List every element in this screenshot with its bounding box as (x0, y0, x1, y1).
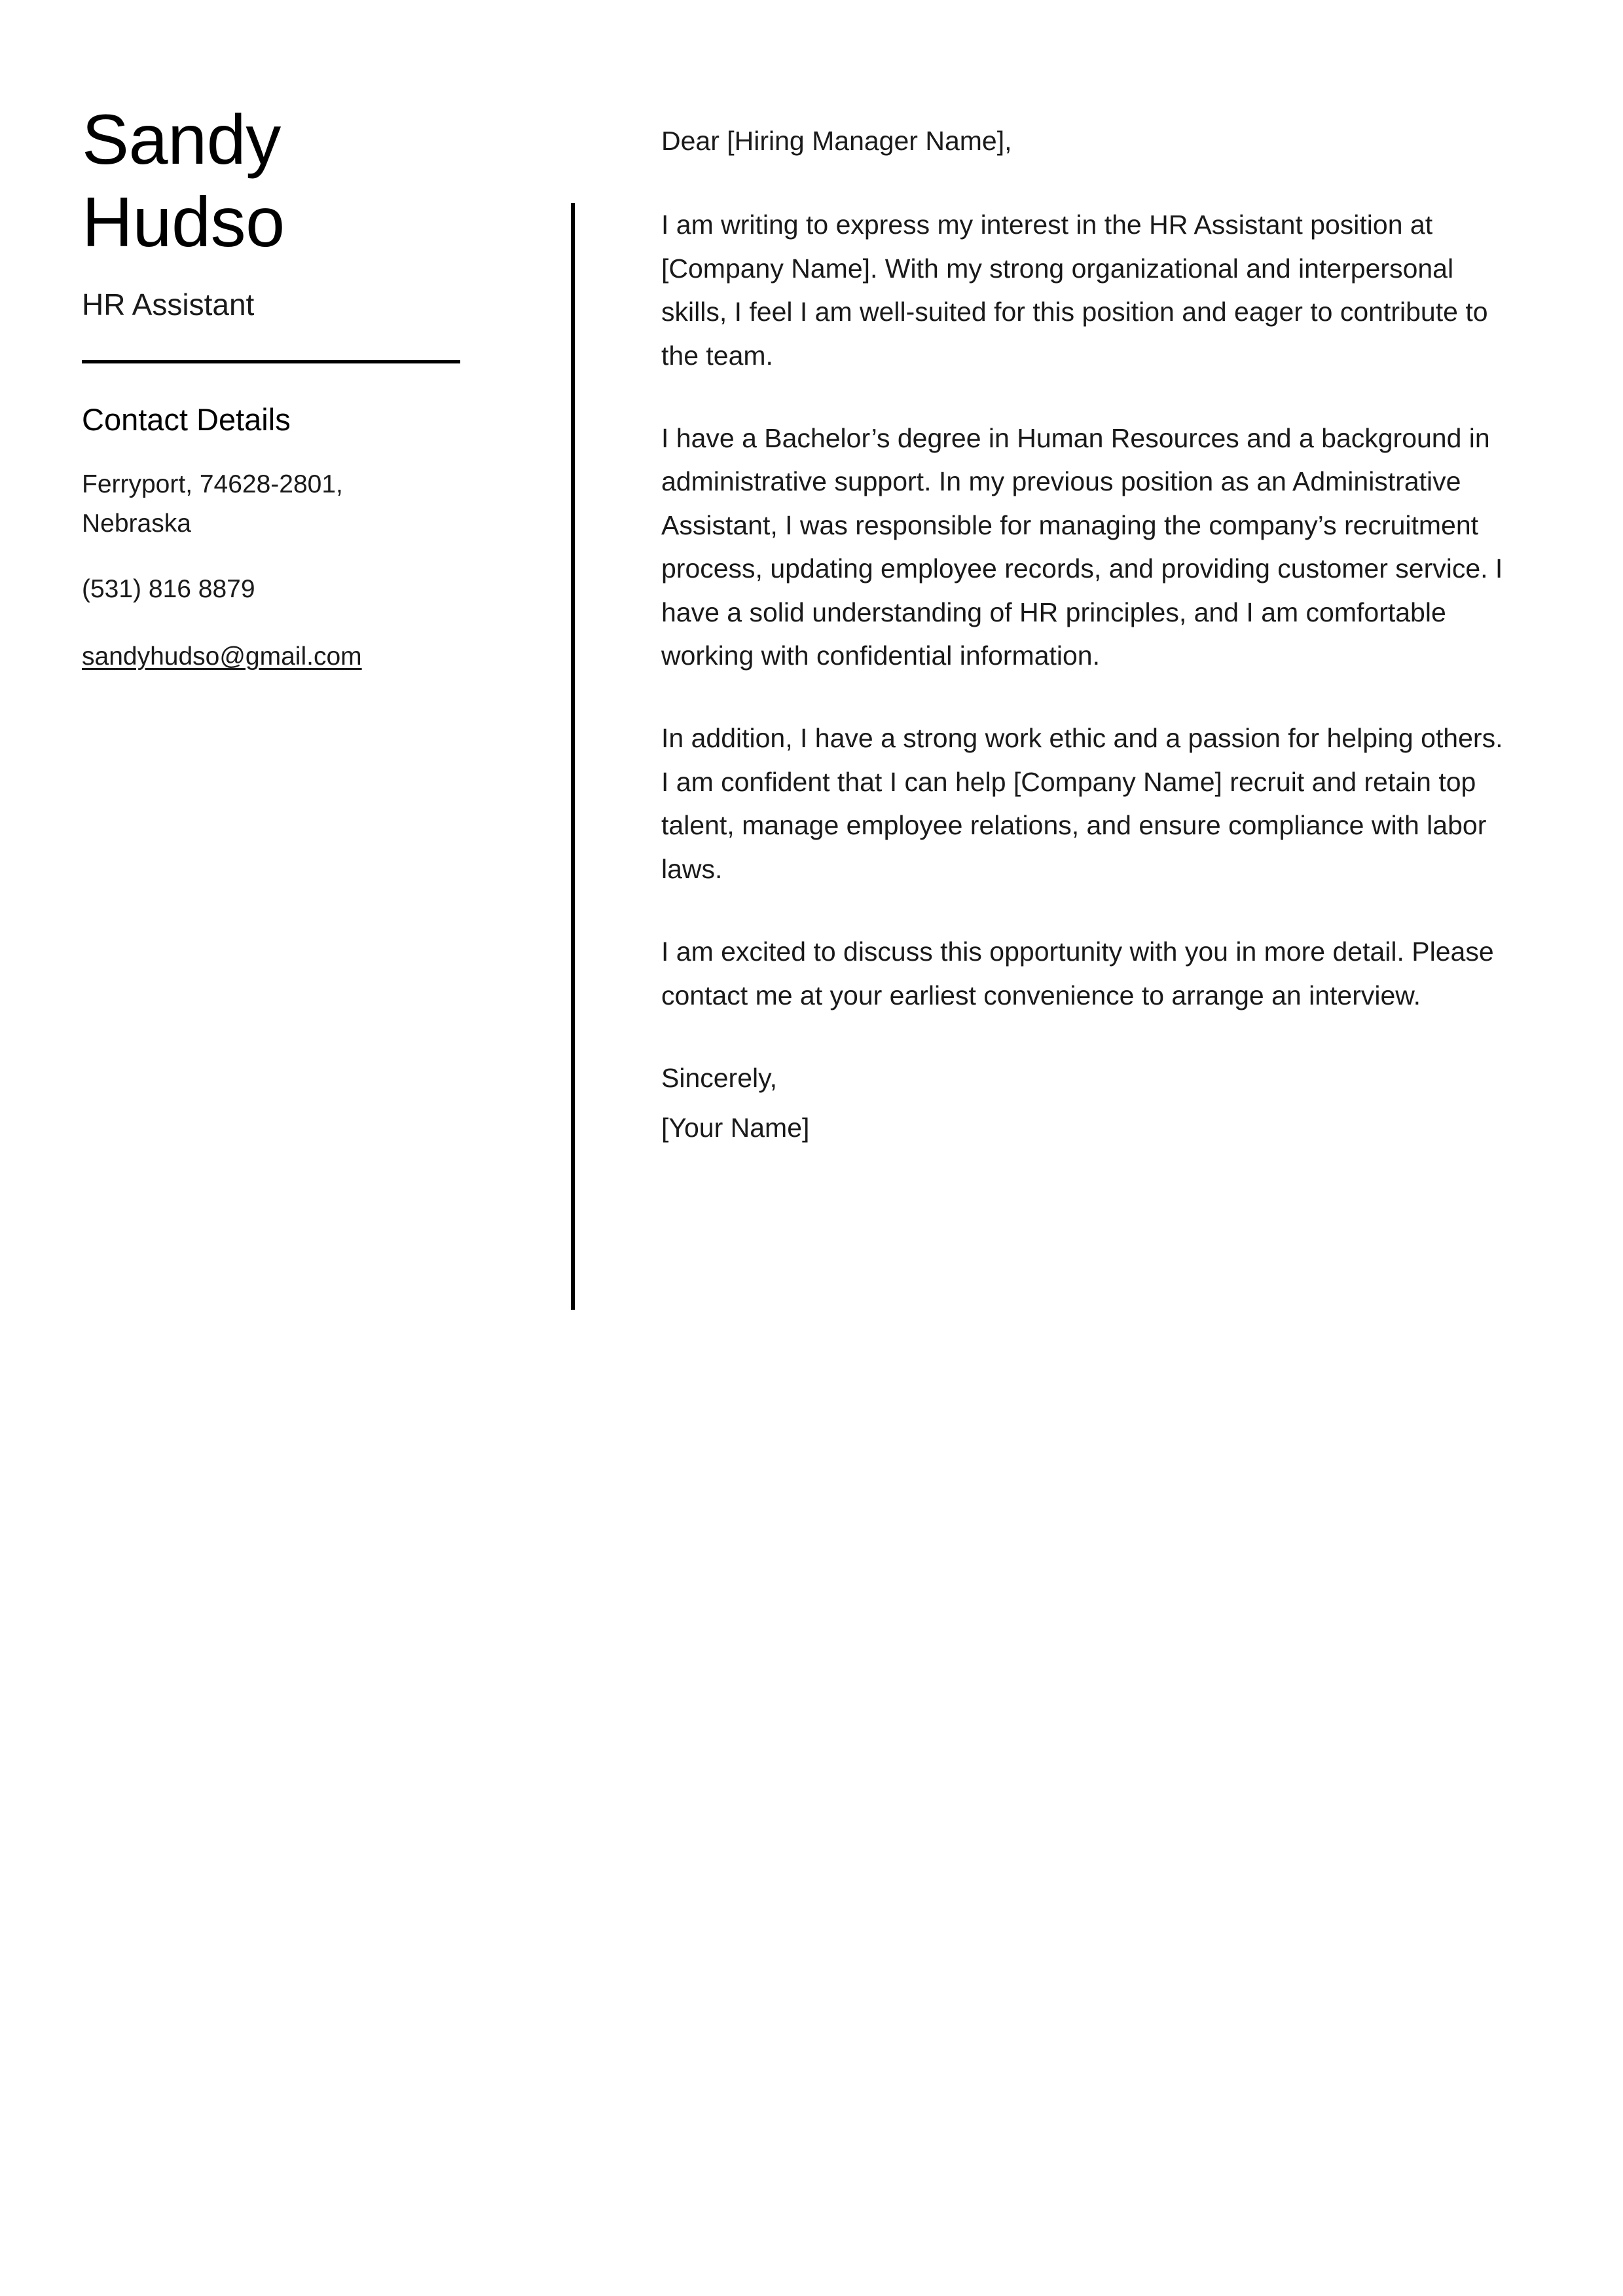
name-line-first: Sandy (82, 100, 281, 179)
letter-body (661, 119, 1506, 1150)
contact-details-heading: Contact Details (82, 402, 291, 437)
sidebar (82, 98, 475, 676)
letter-paragraph-4: I am excited to discuss this opportunity with you in more detail. Please contact me at your earliest convenience to arrange an interview. (661, 936, 1494, 1010)
sidebar-divider-rule (82, 360, 460, 363)
candidate-name (82, 98, 475, 264)
letter-closing (661, 1056, 1506, 1150)
letter-paragraph-2: I have a Bachelor’s degree in Human Resources and a background in administrative support. In my previous position as an Administrative Assistant, I was responsible for managing the company’s recruitment process, updating employee records, and providing customer service. I have a solid understanding of HR principles, and I am comfortable working with confidential information. (661, 423, 1503, 671)
name-line-last: Hudso (82, 182, 285, 262)
letter-paragraph-1: I am writing to express my interest in the HR Assistant position at [Company Name]. With my strong organizational and interpersonal skills, I feel I am well-suited for this position and eager to contribute to the team. (661, 210, 1488, 371)
contact-phone[interactable]: (531) 816 8879 (82, 575, 255, 604)
column-divider (571, 203, 575, 1310)
contact-details-list (82, 465, 475, 677)
closing-name: [Your Name] (661, 1113, 810, 1143)
letter-paragraph-3: In addition, I have a strong work ethic and a passion for helping others. I am confident that I can help [Company Name] recruit and retain top talent, manage employee relations, and ensure compliance with labor laws. (661, 723, 1503, 884)
closing-salutation: Sincerely, (661, 1062, 777, 1093)
letter-salutation: Dear [Hiring Manager Name], (661, 126, 1012, 156)
job-title: HR Assistant (82, 287, 255, 322)
email-link[interactable]: sandyhudso@gmail.com (82, 642, 362, 671)
contact-address: Ferryport, 74628-2801, Nebraska (82, 470, 343, 538)
contact-email[interactable] (82, 637, 422, 676)
